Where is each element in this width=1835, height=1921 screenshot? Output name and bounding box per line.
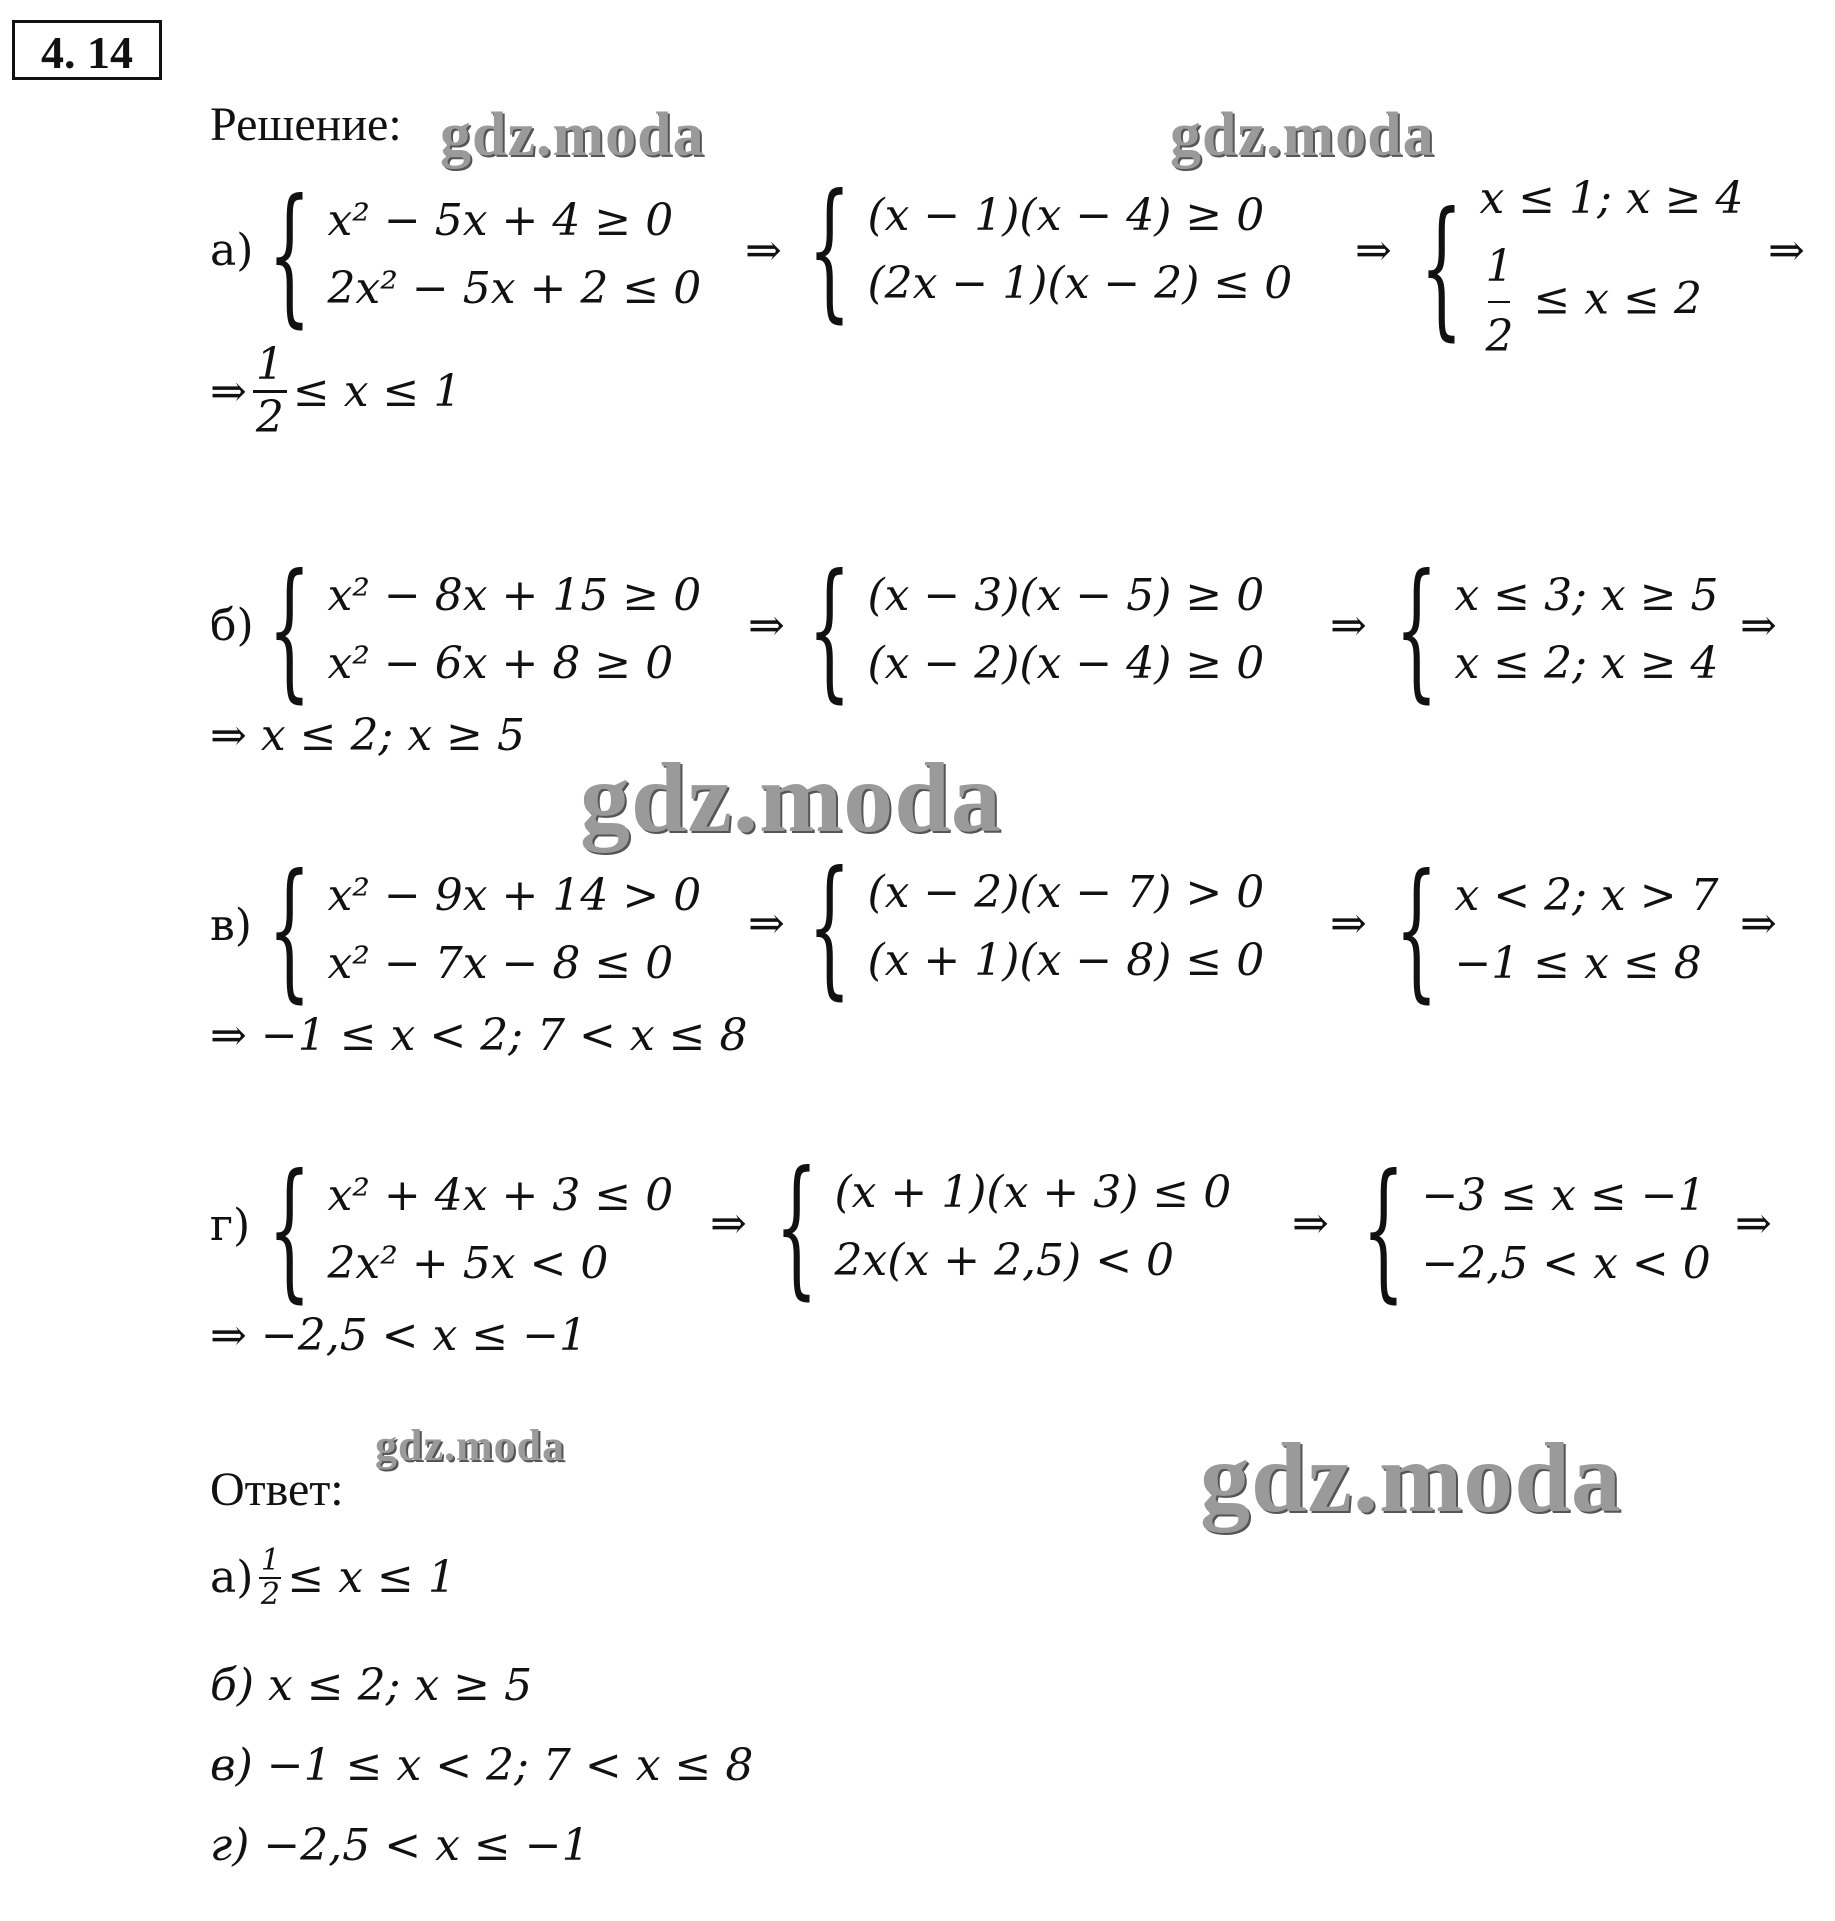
solution-label: Решение: xyxy=(210,98,402,151)
part-a-label: а) xyxy=(210,225,254,276)
part-a-system-1 xyxy=(268,168,702,342)
watermark: gdz.moda xyxy=(1200,1422,1622,1533)
equation: −2,5 < x < 0 xyxy=(1421,1238,1711,1289)
answer-d: г) −2,5 < x ≤ −1 xyxy=(210,1820,590,1871)
equation: (x + 1)(x + 3) ≤ 0 xyxy=(834,1167,1232,1218)
brace: { xyxy=(808,543,851,717)
brace: { xyxy=(1420,181,1463,355)
answer-a: а) $\frac{1}{2}$ ≤ x ≤ 1 xyxy=(210,1543,456,1612)
fraction: $\frac{1}{2}$ xyxy=(253,340,287,443)
brace: { xyxy=(268,1143,311,1317)
watermark: gdz.moda xyxy=(440,101,705,169)
equation: $\frac{1}{2}$ ≤ x ≤ 2 xyxy=(1479,233,1743,371)
problem-number: 4. 14 xyxy=(12,20,162,80)
equation: x² − 5x + 4 ≥ 0 xyxy=(327,195,674,246)
equation: x² − 9x + 14 > 0 xyxy=(327,870,702,921)
implies-arrow: ⇒ xyxy=(1330,898,1367,949)
equation: x² − 7x − 8 ≤ 0 xyxy=(327,938,674,989)
equation: x < 2; x > 7 xyxy=(1454,870,1719,921)
equation: 2x(x + 2,5) < 0 xyxy=(834,1235,1175,1286)
part-d-system-1 xyxy=(268,1143,674,1317)
fraction: $\frac{1}{2}$ xyxy=(1485,241,1514,362)
brace: { xyxy=(268,543,311,717)
brace: { xyxy=(1362,1143,1405,1317)
implies-arrow: ⇒ xyxy=(710,1198,747,1249)
part-c-label: в) xyxy=(210,900,252,951)
brace: { xyxy=(1395,843,1438,1017)
part-c-system-2 xyxy=(808,840,1265,1014)
equation: (x − 2)(x − 7) > 0 xyxy=(867,867,1265,918)
part-c-system-1 xyxy=(268,843,702,1017)
brace: { xyxy=(1395,543,1438,717)
answer-label: Ответ: xyxy=(210,1463,344,1516)
equation: x ≤ 2; x ≥ 4 xyxy=(1454,638,1719,689)
implies-arrow: ⇒ xyxy=(1355,225,1392,276)
equation: (2x − 1)(x − 2) ≤ 0 xyxy=(867,258,1293,309)
equation: x ≤ 3; x ≥ 5 xyxy=(1454,570,1719,621)
implies-arrow: ⇒ xyxy=(748,898,785,949)
equation: x² − 8x + 15 ≥ 0 xyxy=(327,570,702,621)
equation: 2x² − 5x + 2 ≤ 0 xyxy=(327,263,702,314)
answer-b: б) x ≤ 2; x ≥ 5 xyxy=(210,1660,533,1711)
equation: (x − 2)(x − 4) ≥ 0 xyxy=(867,638,1265,689)
equation: −3 ≤ x ≤ −1 xyxy=(1421,1170,1706,1221)
equation: (x + 1)(x − 8) ≤ 0 xyxy=(867,935,1265,986)
brace: { xyxy=(268,168,311,342)
implies-arrow: ⇒ xyxy=(748,600,785,651)
part-b-system-3 xyxy=(1395,543,1719,717)
part-c-system-3 xyxy=(1395,843,1719,1017)
part-a-system-3 xyxy=(1420,165,1744,371)
implies-arrow: ⇒ xyxy=(1740,898,1777,949)
part-b-system-2 xyxy=(808,543,1265,717)
brace: { xyxy=(268,843,311,1017)
watermark: gdz.moda xyxy=(375,1421,566,1470)
equation: x² + 4x + 3 ≤ 0 xyxy=(327,1170,674,1221)
brace: { xyxy=(808,840,851,1014)
part-d-system-2 xyxy=(775,1140,1232,1314)
part-d-system-3 xyxy=(1362,1143,1711,1317)
equation: (x − 1)(x − 4) ≥ 0 xyxy=(867,190,1265,241)
fraction: $\frac{1}{2}$ xyxy=(260,1543,280,1612)
equation: −1 ≤ x ≤ 8 xyxy=(1454,938,1702,989)
part-d-label: г) xyxy=(210,1200,251,1251)
watermark: gdz.moda xyxy=(580,742,1002,853)
equation: 2x² + 5x < 0 xyxy=(327,1238,609,1289)
part-a-system-2 xyxy=(808,163,1293,337)
implies-arrow: ⇒ xyxy=(1735,1198,1772,1249)
brace: { xyxy=(775,1140,818,1314)
answer-c: в) −1 ≤ x < 2; 7 < x ≤ 8 xyxy=(210,1740,754,1791)
watermark: gdz.moda xyxy=(1170,101,1435,169)
part-d-result: ⇒ −2,5 < x ≤ −1 xyxy=(210,1310,588,1361)
brace: { xyxy=(808,163,851,337)
part-b-result: ⇒ x ≤ 2; x ≥ 5 xyxy=(210,710,525,761)
part-b-system-1 xyxy=(268,543,702,717)
part-a-result: ⇒ $\frac{1}{2}$ ≤ x ≤ 1 xyxy=(210,339,462,443)
part-b-label: б) xyxy=(210,600,254,651)
implies-arrow: ⇒ xyxy=(1740,600,1777,651)
implies-arrow: ⇒ xyxy=(745,225,782,276)
implies-arrow: ⇒ xyxy=(1292,1198,1329,1249)
implies-arrow: ⇒ xyxy=(1330,600,1367,651)
equation: (x − 3)(x − 5) ≥ 0 xyxy=(867,570,1265,621)
equation: x² − 6x + 8 ≥ 0 xyxy=(327,638,674,689)
equation: x ≤ 1; x ≥ 4 xyxy=(1479,173,1744,224)
part-c-result: ⇒ −1 ≤ x < 2; 7 < x ≤ 8 xyxy=(210,1010,748,1061)
implies-arrow: ⇒ xyxy=(1768,225,1805,276)
